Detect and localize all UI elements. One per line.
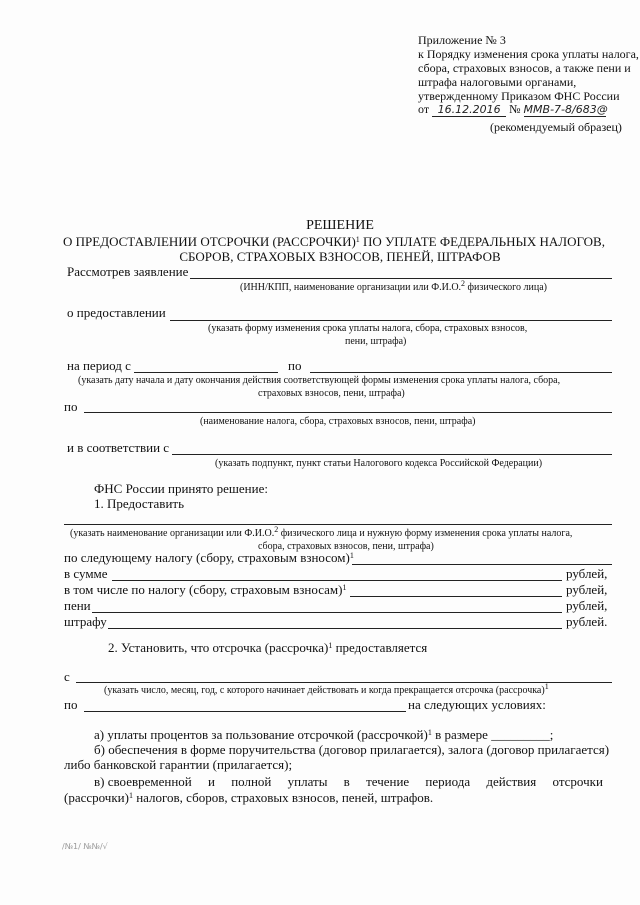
tax-field[interactable] xyxy=(84,412,612,413)
document-title-line-2: СБОРОВ, СТРАХОВЫХ ВЗНОСОВ, ПЕНЕЙ, ШТРАФОВ xyxy=(179,249,501,264)
condition-c-text-b: налогов, сборов, страховых взносов, пеней, штрафов. xyxy=(132,790,434,805)
title-part-a: О ПРЕДОСТАВЛЕНИИ ОТСРОЧКИ (РАССРОЧКИ) xyxy=(63,234,356,249)
order-number-prefix: № xyxy=(509,102,521,116)
condition-b-line-2: либо банковской гарантии (прилагается); xyxy=(64,757,293,772)
application-caption xyxy=(240,279,547,293)
provision-caption-2: пени, штрафа) xyxy=(345,336,407,347)
provision-caption-1: (указать форму изменения срока уплаты налога, сбора, страховых взносов, xyxy=(208,323,528,334)
accordance-label: и в соответствии с xyxy=(67,440,170,455)
recommended-sample-note: (рекомендуемый образец) xyxy=(490,120,622,134)
section-2-heading xyxy=(108,640,427,656)
period-caption-2: страховых взносов, пени, штрафа) xyxy=(258,388,405,399)
order-prefix: от xyxy=(418,102,430,116)
tax-row-text: по следующему налогу (сбору, страховым взносом) xyxy=(64,550,350,565)
condition-c-line-2 xyxy=(64,790,433,806)
period-end-field[interactable] xyxy=(310,372,612,373)
decision-item-1: 1. Предоставить xyxy=(94,496,185,511)
sum-field[interactable] xyxy=(112,580,562,581)
section-2-heading-a: 2. Установить, что отсрочка (рассрочка) xyxy=(108,640,329,655)
application-label: Рассмотрев заявление xyxy=(67,264,189,279)
application-caption-mark: 2 xyxy=(461,279,466,288)
condition-a-text: а) уплаты процентов за пользование отсрочкой (рассрочкой) xyxy=(94,727,428,742)
condition-a-size: в размере xyxy=(431,727,488,742)
accordance-field[interactable] xyxy=(172,454,612,455)
from-caption-mark: 1 xyxy=(544,682,549,691)
condition-a-mark: 1 xyxy=(427,728,432,737)
condition-a-end: ; xyxy=(549,727,554,742)
peni-label: пени xyxy=(64,598,91,613)
from-field[interactable] xyxy=(76,682,612,683)
fine-label: штрафу xyxy=(64,614,107,629)
incl-label xyxy=(64,582,346,598)
order-number-handwritten: ММВ-7-8/683@ xyxy=(523,103,608,116)
tax-row-label xyxy=(64,550,354,566)
to-label: по xyxy=(64,697,78,712)
provision-label: о предоставлении xyxy=(67,305,166,320)
grant-caption-1b: физического лица и нужную форму изменения срока уплаты налога, xyxy=(278,528,573,539)
document-title-line-1 xyxy=(63,234,605,250)
period-label: на период с xyxy=(67,358,131,373)
provision-field[interactable] xyxy=(170,320,612,321)
document-heading: РЕШЕНИЕ xyxy=(306,218,374,233)
peni-currency: рублей, xyxy=(566,598,608,613)
incl-field[interactable] xyxy=(350,596,562,597)
period-caption-1: (указать дату начала и дату окончания действия соответствующей формы изменения срока уплаты налога, сбора, xyxy=(78,375,561,386)
appendix-line-5: утвержденному Приказом ФНС России xyxy=(418,89,620,103)
grant-field[interactable] xyxy=(64,524,612,525)
tax-caption: (наименование налога, сбора, страховых взносов, пени, штрафа) xyxy=(200,416,476,427)
period-start-field[interactable] xyxy=(134,372,278,373)
scan-footer-mark: /№1/ №№/√ xyxy=(62,842,108,851)
condition-b-line-1: б) обеспечения в форме поручительства (договор прилагается), залога (договор прилагается) xyxy=(94,742,610,757)
grant-caption-mark: 2 xyxy=(274,525,279,534)
accordance-caption: (указать подпункт, пункт статьи Налогового кодекса Российской Федерации) xyxy=(215,458,543,469)
fine-currency: рублей. xyxy=(566,614,608,629)
period-to-label: по xyxy=(288,358,302,373)
application-caption-a: (ИНН/КПП, наименование организации или Ф.И.О. xyxy=(240,282,462,293)
appendix-line-2: к Порядку изменения срока уплаты налога, xyxy=(418,47,639,61)
application-field[interactable] xyxy=(190,278,612,279)
appendix-line-3: сбора, страховых взносов, а также пени и xyxy=(418,61,631,75)
section-2-mark: 1 xyxy=(328,641,333,650)
interest-rate-field[interactable]: _________ xyxy=(491,727,550,742)
from-caption-text: (указать число, месяц, год, с которого начинает действовать и когда прекращается отсрочка (рассрочка) xyxy=(104,685,545,696)
from-label: с xyxy=(64,669,70,684)
appendix-line-4: штрафа налоговыми органами, xyxy=(418,75,577,89)
conditions-label: на следующих условиях: xyxy=(408,697,546,712)
sum-label: в сумме xyxy=(64,566,108,581)
incl-mark: 1 xyxy=(342,583,347,592)
grant-caption-1a: (указать наименование организации или Ф.И.О. xyxy=(70,528,275,539)
peni-field[interactable] xyxy=(92,612,562,613)
order-line xyxy=(418,102,606,117)
incl-text: в том числе по налогу (сбору, страховым взносам) xyxy=(64,582,343,597)
decision-intro: ФНС России принято решение: xyxy=(94,481,268,496)
application-caption-b: физического лица) xyxy=(465,282,547,293)
condition-c-mark: 1 xyxy=(128,791,133,800)
grant-caption-2: сбора, страховых взносов, пени, штрафа) xyxy=(258,541,434,552)
to-field[interactable] xyxy=(84,711,406,712)
fine-field[interactable] xyxy=(108,628,562,629)
section-2-heading-b: предоставляется xyxy=(332,640,428,655)
order-date-handwritten: 16.12.2016 xyxy=(432,103,506,117)
condition-a xyxy=(94,727,553,743)
appendix-number: Приложение № 3 xyxy=(418,33,506,47)
from-caption xyxy=(104,682,549,696)
grant-caption-1 xyxy=(70,525,573,539)
title-part-b: ПО УПЛАТЕ ФЕДЕРАЛЬНЫХ НАЛОГОВ, xyxy=(359,234,605,249)
title-footnote-mark: 1 xyxy=(355,235,360,244)
tax-row-field[interactable] xyxy=(352,564,612,565)
tax-label: по xyxy=(64,399,78,414)
condition-c-line-1: в) своевременной и полной уплаты в течение периода действия отсрочки xyxy=(94,774,603,789)
sum-currency: рублей, xyxy=(566,566,608,581)
condition-c-text-a: (рассрочки) xyxy=(64,790,129,805)
tax-row-mark: 1 xyxy=(349,551,354,560)
incl-currency: рублей, xyxy=(566,582,608,597)
